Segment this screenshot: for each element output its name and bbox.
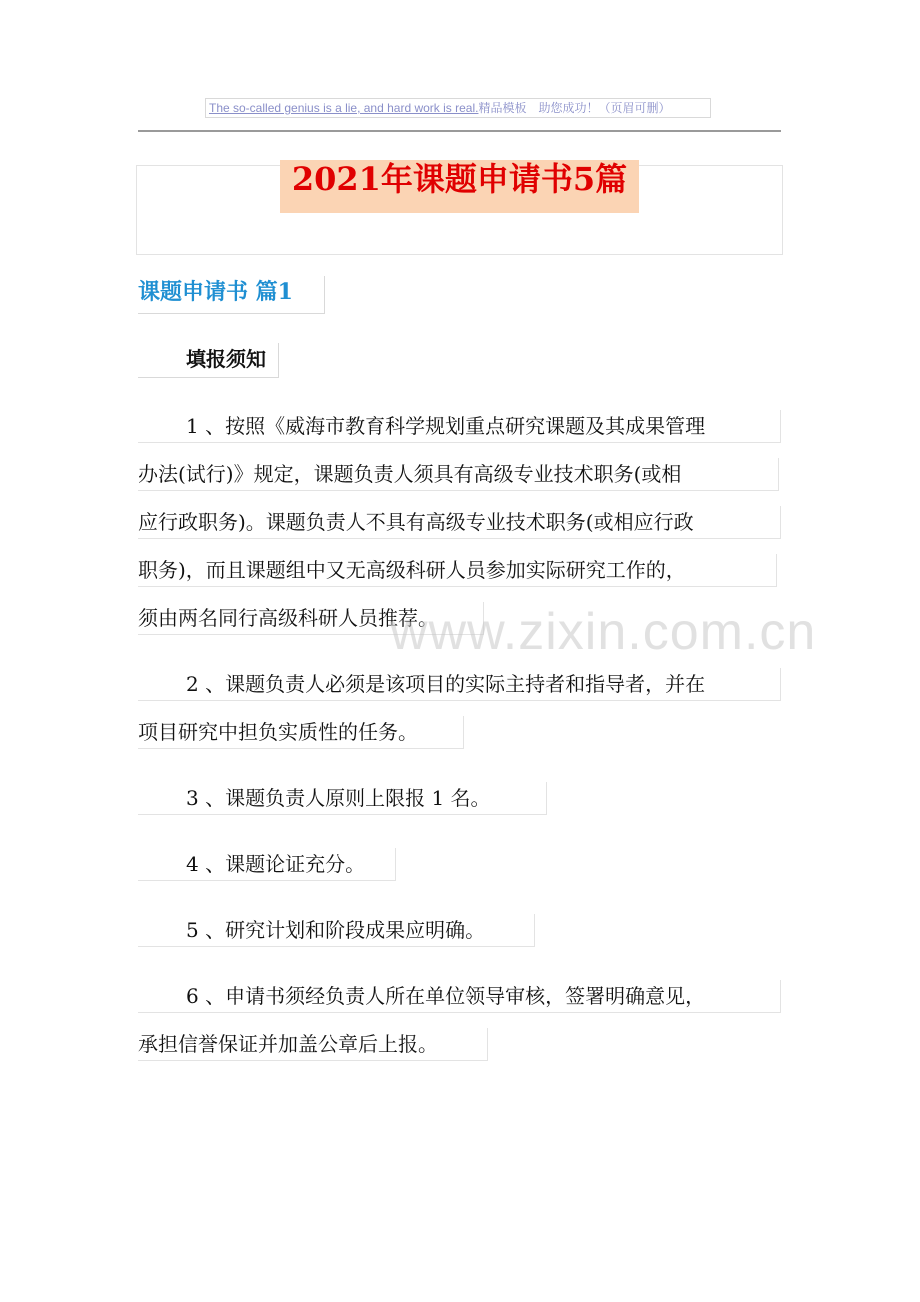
watermark: www.zixin.com.cn bbox=[390, 603, 817, 661]
paragraph-1-line-4: 职务)，而且课题组中又无高级科研人员参加实际研究工作的， bbox=[138, 554, 777, 587]
header-divider bbox=[138, 130, 781, 132]
paragraph-2-line-2: 项目研究中担负实质性的任务。 bbox=[138, 716, 464, 749]
paragraph-1-line-1: 1 、按照《威海市教育科学规划重点研究课题及其成果管理 bbox=[138, 410, 781, 443]
paragraph-6-line-2: 承担信誉保证并加盖公章后上报。 bbox=[138, 1028, 488, 1061]
sub-heading-notice: 填报须知 bbox=[138, 343, 279, 378]
paragraph-5: 5 、研究计划和阶段成果应明确。 bbox=[138, 914, 535, 947]
paragraph-1-line-2: 办法(试行)》规定，课题负责人须具有高级专业技术职务(或相 bbox=[138, 458, 779, 491]
paragraph-6-line-1: 6 、申请书须经负责人所在单位领导审核，签署明确意见， bbox=[138, 980, 781, 1013]
paragraph-4: 4 、课题论证充分。 bbox=[138, 848, 396, 881]
header-note-chinese: 精品模板 助您成功！（页眉可删） bbox=[478, 101, 671, 115]
section-heading: 课题申请书 篇1 bbox=[138, 276, 325, 314]
paragraph-3: 3 、课题负责人原则上限报 1 名。 bbox=[138, 782, 547, 815]
paragraph-2-line-1: 2 、课题负责人必须是该项目的实际主持者和指导者，并在 bbox=[138, 668, 781, 701]
paragraph-1-line-5: 须由两名同行高级科研人员推荐。 bbox=[138, 602, 484, 635]
page-header-note bbox=[205, 98, 711, 118]
paragraph-1-line-3: 应行政职务)。课题负责人不具有高级专业技术职务(或相应行政 bbox=[138, 506, 781, 539]
document-title: 2021年课题申请书5篇 bbox=[291, 160, 628, 198]
header-note-english: The so-called genius is a lie, and hard work is real. bbox=[209, 101, 479, 115]
